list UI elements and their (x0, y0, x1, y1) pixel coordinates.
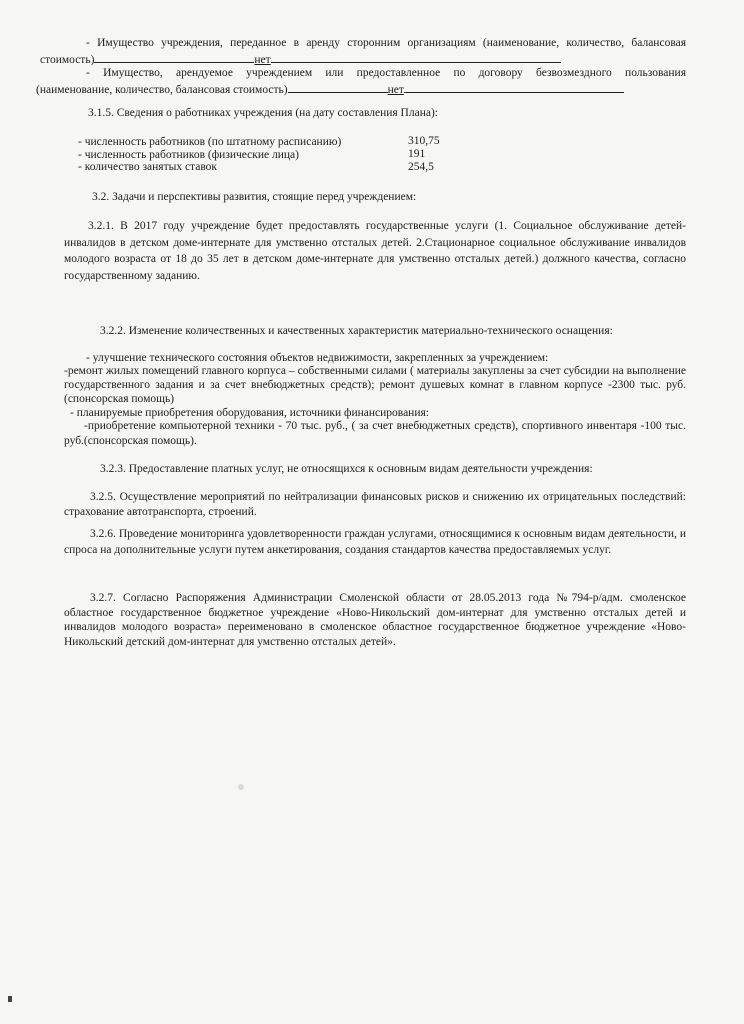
paragraph-3-2-5: 3.2.5. Осуществление мероприятий по нейтрализации финансовых рисков и снижению их отрицательных последствий: страхование автотранспорта, строений. (64, 491, 686, 518)
used-free-value: нет (387, 84, 404, 96)
paragraph-3-2-1: 3.2.1. В 2017 году учреждение будет предоставлять государственные услуги (1. Социальное обслуживание детей-инвалидов в детском доме-интернате для умственно отсталых детей. 2.Стационарное социальное обслуживание инвалидов молодого возраста от 18 до 35 лет в детском доме-интернате для умственно отсталых детей.) должного качества, согласно государственному заданию. (64, 220, 686, 282)
leased-out-label-cont: стоимость) (40, 54, 95, 66)
scan-speck (238, 784, 244, 790)
leased-out-value: нет (254, 54, 271, 66)
used-free-line: - Имущество, арендуемое учреждением или предоставленное по договору безвозмездного пользования (86, 67, 686, 79)
paragraph-3-2-3: 3.2.3. Предоставление платных услуг, не относящихся к основным видам деятельности учреждения: (100, 463, 593, 475)
paragraph-3-2-6: 3.2.6. Проведение мониторинга удовлетворенности граждан услугами, относящимися к основным видам деятельности, и спроса на дополнительные услуги путем анкетирования, создания стандартов качества предоставляемых услуг. (64, 528, 686, 556)
used-free-value-line (36, 81, 686, 98)
paragraph-3-2-7: 3.2.7. Согласно Распоряжения Администрации Смоленской области от 28.05.2013 года №794-р/адм. смоленское областное государственное бюджетное учреждение «Ново-Никольский дом-интернат для умственно отсталых детей и инвалидов молодого возраста» переименовано в смоленское областное государственное бюджетное учреждение «Ново-Никольский детский дом-интернат для умственно отсталых детей». (64, 592, 686, 648)
staff-heading: 3.1.5. Сведения о работниках учреждения (на дату составления Плана): (88, 107, 438, 119)
staff-row-label: - численность работников (по штатному расписанию) (78, 136, 342, 148)
scan-speck (8, 996, 12, 1002)
staff-row-value: 191 (408, 148, 426, 160)
leased-out-line: - Имущество учреждения, переданное в аренду сторонним организациям (наименование, количество, балансовая (86, 37, 686, 49)
staff-row-value: 310,75 (408, 135, 440, 147)
staff-row-value: 254,5 (408, 161, 434, 173)
paragraph-3-2-2-c: - планируемые приобретения оборудования, источники финансирования: (70, 407, 429, 419)
paragraph-3-2-2-a: - улучшение технического состояния объектов недвижимости, закрепленных за учреждением: (86, 352, 549, 364)
tasks-heading: 3.2. Задачи и перспективы развития, стоящие перед учреждением: (92, 191, 417, 203)
staff-row-label: - количество занятых ставок (78, 161, 218, 173)
used-free-label-cont: (наименование, количество, балансовая стоимость) (36, 84, 288, 96)
paragraph-3-2-2-b: -ремонт жилых помещений главного корпуса – собственными силами ( материалы закуплены за счет субсидии на выполнение государственного задания и за счет внебюджетных средств); ремонт душевых комнат в главном корпусе -2300 тыс. руб. (спонсорская помощь) (64, 365, 686, 405)
staff-row-label: - численность работников (физические лица) (78, 149, 299, 161)
paragraph-3-2-2-d: -приобретение компьютерной техники - 70 тыс. руб., ( за счет внебюджетных средств), спортивного инвентаря -100 тыс. руб.(спонсорская помощь). (64, 420, 686, 447)
heading-3-2-2: 3.2.2. Изменение количественных и качественных характеристик материально-технического оснащения: (100, 325, 613, 337)
